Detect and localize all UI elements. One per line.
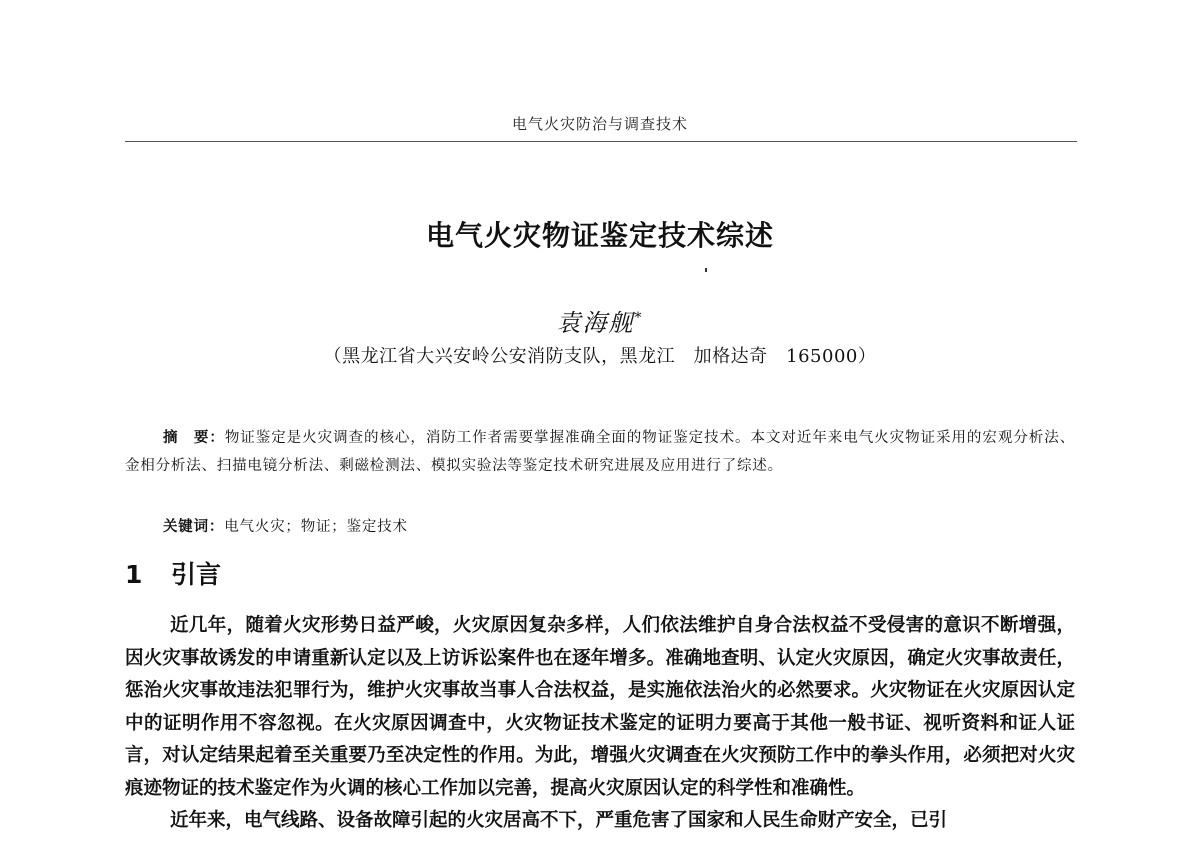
author-line [125, 303, 1075, 338]
section-heading [125, 558, 221, 592]
abstract-label: 摘 要： [163, 430, 225, 446]
section-title: 引言 [171, 560, 222, 589]
body-text [125, 610, 1075, 838]
scan-speck [705, 268, 707, 272]
section-number: 1 [125, 560, 143, 589]
header-rule [125, 141, 1077, 142]
paper-title: 电气火灾物证鉴定技术综述 [425, 219, 774, 252]
abstract [125, 424, 1075, 480]
keywords-label: 关键词： [163, 519, 225, 535]
keywords [125, 514, 1075, 540]
keywords-text: 电气火灾；物证；鉴定技术 [224, 519, 408, 535]
author-footnote-mark: * [634, 310, 644, 326]
abstract-text: 物证鉴定是火灾调查的核心，消防工作者需要掌握准确全面的物证鉴定技术。本文对近年来电气火灾物证采用的宏观分析法、金相分析法、扫描电镜分析法、剩磁检测法、模拟实验法等鉴定技术研究进展及应用进行了综述。 [125, 430, 1075, 474]
body-paragraph: 近几年，随着火灾形势日益严峻，火灾原因复杂多样，人们依法维护自身合法权益不受侵害的意识不断增强，因火灾事故诱发的申请重新认定以及上访诉讼案件也在逐年增多。准确地查明、认定火灾原因，确定火灾事故责任，惩治火灾事故违法犯罪行为，维护火灾事故当事人合法权益，是实施依法治火的必然要求。火灾物证在火灾原因认定中的证明作用不容忽视。在火灾原因调查中，火灾物证技术鉴定的证明力要高于其他一般书证、视听资料和证人证言，对认定结果起着至关重要乃至决定性的作用。为此，增强火灾调查在火灾预防工作中的拳头作用，必须把对火灾痕迹物证的技术鉴定作为火调的核心工作加以完善，提高火灾原因认定的科学性和准确性。 [125, 615, 1075, 799]
running-head: 电气火灾防治与调查技术 [511, 115, 688, 133]
author-name: 袁海舰 [556, 309, 635, 337]
author-affiliation: （黑龙江省大兴安岭公安消防支队，黑龙江 加格达奇 165000） [323, 346, 877, 367]
body-paragraph: 近年来，电气线路、设备故障引起的火灾居高不下，严重危害了国家和人民生命财产安全，已引 [170, 810, 948, 831]
